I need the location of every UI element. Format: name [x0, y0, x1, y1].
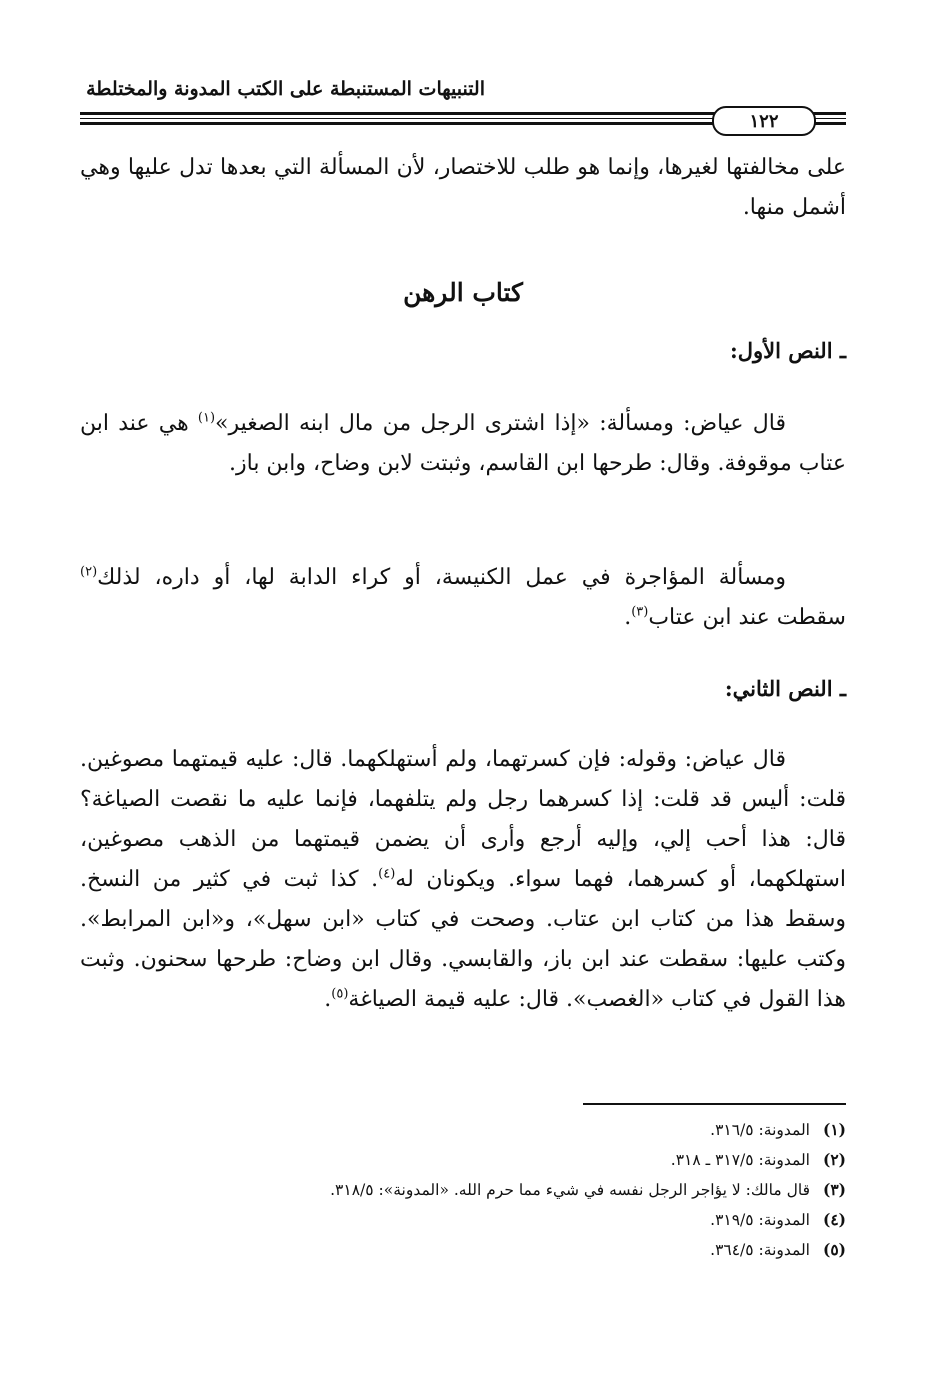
section-1-title: ـ النص الأول: — [729, 338, 846, 363]
page-number-badge — [712, 106, 816, 136]
paragraph-text: . — [324, 987, 332, 1012]
footnotes-list — [80, 1115, 846, 1265]
footnote-ref[interactable]: (٥) — [331, 986, 349, 1002]
running-header-title: التنبيهات المستنبطة على الكتب المدونة والمختلطة — [86, 78, 485, 100]
footnote-number: (٢) — [822, 1150, 846, 1169]
footnote-ref[interactable]: (٤) — [378, 866, 396, 882]
paragraph-text: . كذا ثبت في كثير من النسخ. وسقط هذا من كتاب ابن عتاب. وصحت في كتاب «ابن سهل»، و«ابن المرابط». وكتب عليها: سقطت عند ابن باز، والقابسي. وقال ابن وضاح: طرحها سحنون. وثبت هذا القول في كتاب «الغصب». قال: عليه قيمة الصياغة — [80, 867, 846, 1012]
chapter-title: كتاب الرهن — [403, 278, 523, 307]
footnote-item — [80, 1175, 846, 1205]
footnote-separator — [583, 1103, 846, 1105]
footnote-text: قال مالك: لا يؤاجر الرجل نفسه في شيء مما حرم الله. «المدونة»: ٣١٨/٥. — [330, 1181, 810, 1199]
paragraph-text: . — [624, 605, 632, 630]
intro-paragraph: على مخالفتها لغيرها، وإنما هو طلب للاختصار، لأن المسألة التي بعدها تدل عليها وهي أشمل منها. — [80, 155, 846, 220]
footnote-text: المدونة: ٣١٦/٥. — [710, 1121, 810, 1139]
footnote-ref[interactable]: (١) — [197, 410, 216, 426]
footnote-item — [80, 1145, 846, 1175]
section-1-paragraph-1 — [80, 404, 846, 484]
footnote-item — [80, 1235, 846, 1265]
footnote-text: المدونة: ٣١٩/٥. — [710, 1211, 810, 1229]
paragraph-text: ومسألة المؤاجرة في عمل الكنيسة، أو كراء الدابة لها، أو داره، لذلك — [97, 565, 786, 590]
page-number: ١٢٢ — [749, 110, 779, 132]
footnote-item — [80, 1115, 846, 1145]
paragraph-text: سقطت عند ابن عتاب — [648, 605, 846, 630]
paragraph-text: قال عياض: ومسألة: «إذا اشترى الرجل من مال ابنه الصغير» — [215, 411, 786, 436]
footnote-number: (٣) — [822, 1180, 846, 1199]
footnote-item — [80, 1205, 846, 1235]
footnote-number: (٤) — [822, 1210, 846, 1229]
footnote-number: (١) — [822, 1120, 846, 1139]
paragraph-text: قال عياض: وقوله: فإن كسرتهما، ولم أستهلكهما. قال: عليه قيمتهما مصوغين. قلت: أليس قد قلت: إذا كسرهما رجل ولم يتلفهما، فإنما عليه ما نقصت الصياغة؟ قال: هذا أحب إلي، وإليه أرجع وأرى أن يضمن قيمتهما من الذهب مصوغين، استهلكهما، أو كسرهما، فهما سواء. ويكونان له — [80, 747, 846, 892]
paragraph-text: هي عند ابن عتاب موقوفة. وقال: طرحها ابن القاسم، وثبتت لابن وضاح، وابن باز. — [80, 411, 846, 476]
footnote-ref[interactable]: (٣) — [631, 604, 649, 620]
footnote-text: المدونة: ٣٦٤/٥. — [710, 1241, 810, 1259]
footnote-number: (٥) — [822, 1240, 846, 1259]
footnote-text: المدونة: ٣١٧/٥ ـ ٣١٨. — [670, 1151, 810, 1169]
section-1-paragraph-2 — [80, 558, 846, 638]
footnote-ref[interactable]: (٢) — [80, 564, 98, 580]
section-2-paragraph-1 — [80, 740, 846, 1020]
section-2-title: ـ النص الثاني: — [724, 676, 846, 701]
